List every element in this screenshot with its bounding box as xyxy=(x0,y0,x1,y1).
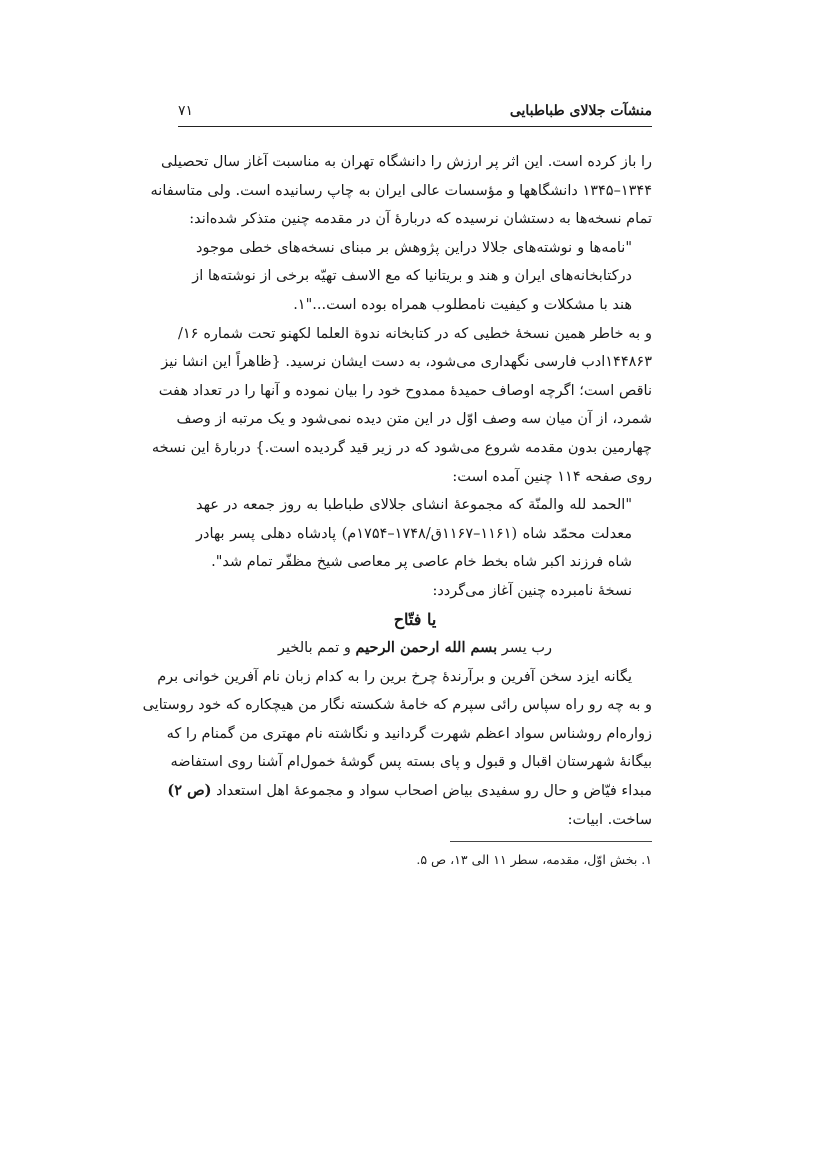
page-reference: (ص ۲) xyxy=(167,782,212,800)
text-line: ۱۴۴۸۶۳ادب فارسی نگهداری می‌شود، به دست ایشان نرسید. {ظاهراً این انشا نیز xyxy=(161,354,652,371)
text-line: زوارەام روشناس سواد اعظم شهرت گردانید و نگاشته نام مهتری من گمنام را که xyxy=(166,725,652,742)
quote-line: "نامه‌ها و نوشته‌های جلالا دراین پژوهش بر مبنای نسخه‌های خطی موجود xyxy=(196,239,632,256)
running-header xyxy=(178,100,652,127)
text-line: و به چه رو راه سپاس رائی سپرم که خامهٔ شکسته نگار من هیچکاره که خود روستایی xyxy=(142,697,652,714)
text-line: شمرد، از آن میان سه وصف اوّل در این متن دیده نمی‌شود و یک مرتبه از وصف xyxy=(176,411,652,428)
text-line: و به خاطر همین نسخهٔ خطیی که در کتابخانه ندوة العلما لکهنو تحت شماره ۱۶/ xyxy=(178,325,652,342)
invocation-suffix: و تمم بالخیر xyxy=(278,640,356,657)
invocation-prefix: رب یسر xyxy=(497,640,552,657)
basmala: بسم الله ارحمن الرحیم xyxy=(355,639,498,657)
running-title: منشآت جلالای طباطبایی xyxy=(509,103,652,119)
quote-line: "الحمد لله والمنّة که مجموعهٔ انشای جلالای طباطبا به روز جمعه در عهد xyxy=(196,497,632,514)
text-line xyxy=(167,777,652,806)
text-line: تمام نسخه‌ها به دستشان نرسیده که دربارهٔ آن در مقدمه چنین متذکر شده‌اند: xyxy=(189,211,652,228)
text-line: نسخهٔ نامبرده چنین آغاز می‌گردد: xyxy=(432,582,632,599)
quote-line: معدلت محمّد شاه (۱۱۶۱–۱۱۶۷ق/۱۷۴۸–۱۷۵۴م) پادشاه دهلی پسر بهادر xyxy=(196,525,632,542)
text-segment: مبداء فیّاض و حال رو سفیدی بیاض اصحاب سواد و مجموعهٔ اهل استعداد xyxy=(211,783,652,800)
main-text xyxy=(142,148,652,834)
text-line: روی صفحه ۱۱۴ چنین آمده است: xyxy=(452,468,652,485)
text-line: ۱۳۴۴–۱۳۴۵ دانشگاهها و مؤسسات عالی ایران به چاپ رسانیده است. ولی متاسفانه xyxy=(150,182,652,199)
footnote: ۱. بخش اوّل، مقدمه، سطر ۱۱ الی ۱۳، ص ۵. xyxy=(416,852,652,867)
text-line: بیگانهٔ شهرستان اقبال و قبول و پای بسته پس گوشهٔ خمول‌ام آشنا روی استفاضه xyxy=(170,754,652,771)
text-line: چهارمین بدون مقدمه شروع می‌شود که در زیر قید گردیده است.} دربارهٔ این نسخه xyxy=(151,439,652,456)
page-number: ۷۱ xyxy=(178,103,194,119)
quote-line: درکتابخانه‌های ایران و هند و بریتانیا که مع الاسف تهیّه برخی از نوشته‌ها از xyxy=(192,268,632,285)
text-line: ساخت. ابیات: xyxy=(567,811,652,828)
text-line: یگانه ایزد سخن آفرین و برآرندهٔ چرخ برین را به کدام زبان نام آفرین خوانی برم xyxy=(157,668,632,685)
footnote-separator xyxy=(450,841,652,842)
quote-line: شاه فرزند اکبر شاه بخط خام عاصی پر معاصی شیخ مظفّر تمام شد". xyxy=(211,554,632,571)
text-line: را باز کرده است. این اثر پر ارزش را دانشگاه تهران به مناسبت آغاز سال تحصیلی xyxy=(161,154,652,170)
quote-line: هند با مشکلات و کیفیت نامطلوب همراه بوده است..."۱. xyxy=(293,296,632,313)
invocation-line xyxy=(178,634,652,663)
section-heading: یا فتّاح xyxy=(393,609,437,629)
text-line: ناقص است؛ اگرچه اوصاف حمیدهٔ ممدوح خود را بیان نموده و آنها را در تعداد هفت xyxy=(158,382,652,399)
